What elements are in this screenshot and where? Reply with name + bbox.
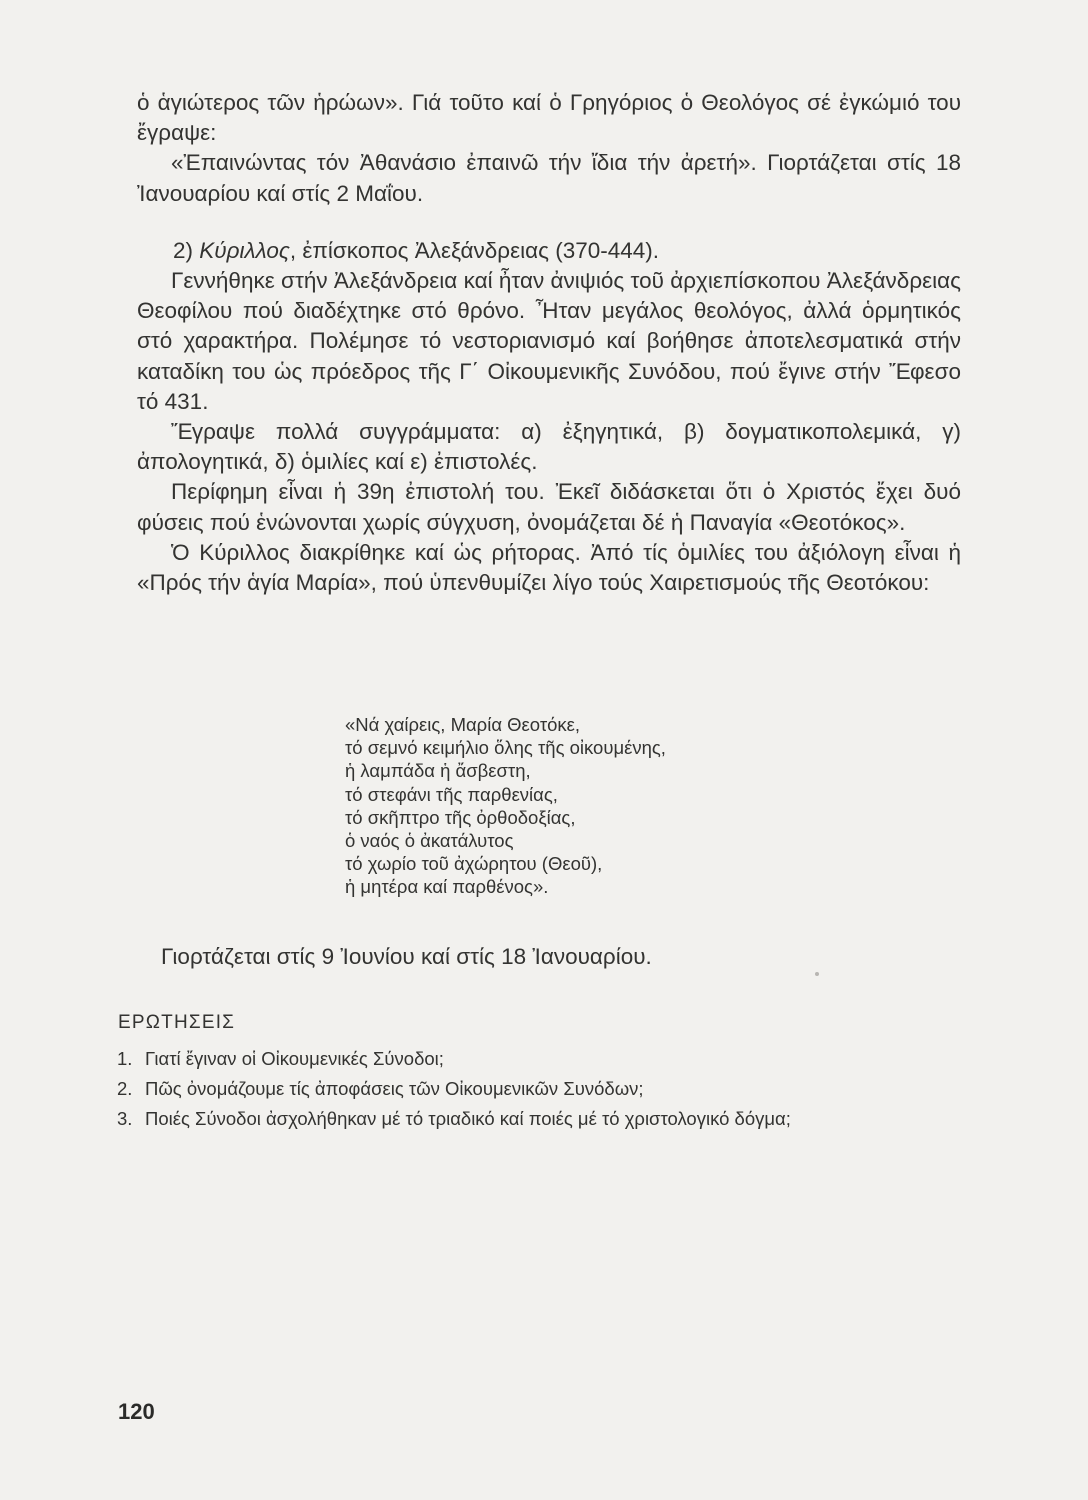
print-speck (815, 972, 819, 976)
poem-line: «Νά χαίρεις, Μαρία Θεοτόκε, (345, 714, 581, 735)
poem-line: τό στεφάνι τῆς παρθενίας, (345, 783, 558, 805)
question-item (117, 1077, 965, 1101)
question-text: Ποιές Σύνοδοι ἀσχολήθηκαν μέ τό τριαδικό καί ποιές μέ τό χριστολογικό δόγμα; (145, 1108, 791, 1129)
section-name: Κύριλλος (199, 237, 290, 263)
question-number: 3. (117, 1108, 133, 1129)
paragraph-letter: Περίφημη εἶναι ἡ 39η ἐπιστολή του. Ἐκεῖ διδάσκεται ὅτι ὁ Χριστός ἔχει δυό φύσεις πού ἑνώνονται χωρίς σύγχυση, ὀνομάζεται δέ ἡ Παναγία «Θεοτόκος». (137, 479, 961, 535)
main-text (137, 88, 961, 598)
question-text: Πῶς ὀνομάζουμε τίς ἀποφάσεις τῶν Οἰκουμενικῶν Συνόδων; (145, 1078, 644, 1099)
paragraph-rhetor: Ὁ Κύριλλος διακρίθηκε καί ὡς ρήτορας. Ἀπό τίς ὁμιλίες του ἀξιόλογη εἶναι ἡ «Πρός τήν ἁγία Μαρία», πού ὑπενθυμίζει λίγο τούς Χαιρετισμούς τῆς Θεοτόκου: (137, 539, 961, 596)
questions-title: ΕΡΩΤΗΣΕΙΣ (118, 1012, 236, 1033)
question-item (117, 1047, 965, 1071)
questions-list (117, 1047, 965, 1137)
poem-line: ὁ ναός ὁ ἀκατάλυτος (345, 830, 514, 852)
feast-days: Γιορτάζεται στίς 9 Ἰουνίου καί στίς 18 Ἰανουαρίου. (161, 944, 652, 969)
paragraph-quote: «Ἐπαινώντας τόν Ἀθανάσιο ἐπαινῶ τήν ἴδια τήν ἀρετή». Γιορτάζεται στίς 18 Ἰανουαρίου καί στίς 2 Μαΐου. (137, 150, 961, 206)
section-suffix: , ἐπίσκοπος Ἀλεξάνδρειας (370-444). (289, 237, 660, 263)
poem-block (345, 713, 666, 899)
poem-line: ἡ λαμπάδα ἡ ἄσβεστη, (345, 760, 531, 782)
section-heading (137, 236, 961, 266)
page-number: 120 (118, 1399, 155, 1424)
section-prefix: 2) (173, 237, 200, 263)
poem-line: ἡ μητέρα καί παρθένος». (345, 876, 549, 898)
question-number: 1. (117, 1048, 133, 1069)
question-number: 2. (117, 1078, 133, 1099)
poem-line: τό χωρίο τοῦ ἀχώρητου (Θεοῦ), (345, 853, 603, 875)
question-item (117, 1107, 965, 1131)
poem-line: τό σεμνό κειμήλιο ὅλης τῆς οἰκουμένης, (345, 737, 666, 759)
poem-line: τό σκῆπτρο τῆς ὀρθοδοξίας, (345, 806, 576, 828)
paragraph-biography: Γεννήθηκε στήν Ἀλεξάνδρεια καί ἦταν ἀνιψιός τοῦ ἀρχιεπίσκοπου Ἀλεξάνδρειας Θεοφίλου πού διαδέχτηκε στό θρόνο. Ἦταν μεγάλος θεολόγος, ἀλλά ὁρμητικός στό χαρακτήρα. Πολέμησε τό νεστοριανισμό καί βοήθησε ἀποτελεσματικά στήν καταδίκη του ὡς πρόεδρος τῆς Γ΄ Οἰκουμενικῆς Συνόδου, πού ἔγινε στήν Ἔφεσο τό 431. (137, 268, 961, 414)
paragraph-writings: Ἔγραψε πολλά συγγράμματα: α) ἐξηγητικά, β) δογματικοπολεμικά, γ) ἀπολογητικά, δ) ὁμιλίες καί ε) ἐπιστολές. (137, 419, 961, 475)
paragraph-continuation: ὁ ἁγιώτερος τῶν ἡρώων». Γιά τοῦτο καί ὁ Γρηγόριος ὁ Θεολόγος σέ ἐγκώμιό του ἔγραψε: (137, 90, 961, 146)
question-text: Γιατί ἔγιναν οἱ Οἰκουμενικές Σύνοδοι; (145, 1048, 444, 1069)
